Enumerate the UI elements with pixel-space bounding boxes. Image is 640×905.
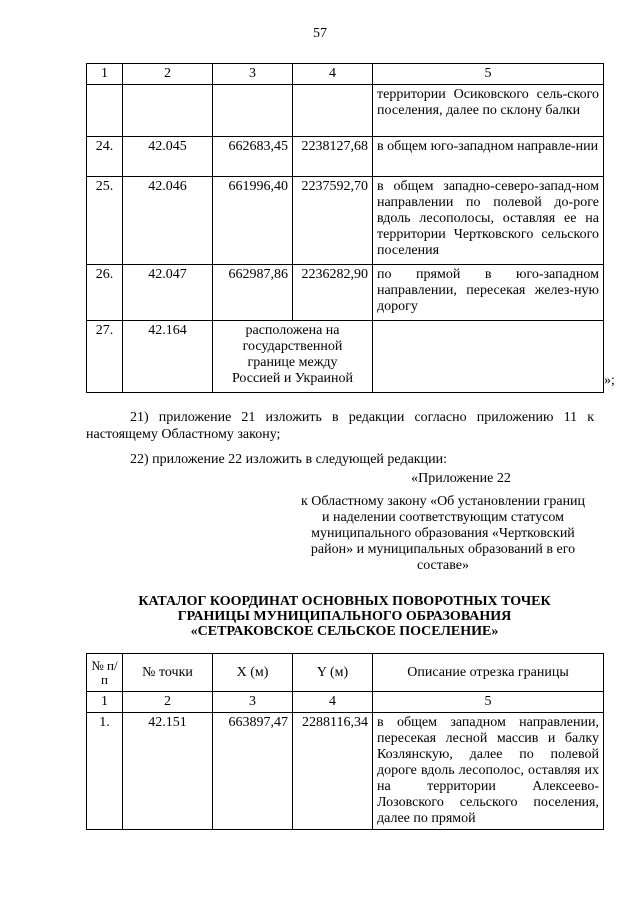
catalog-title [86, 594, 603, 639]
x-coordinate: 663897,47 [213, 713, 293, 830]
header-cell: 5 [373, 64, 604, 85]
point-number [123, 85, 213, 137]
column-header-x: X (м) [213, 654, 293, 692]
segment-description [373, 321, 604, 393]
column-header-y: Y (м) [293, 654, 373, 692]
coordinates-table-continued [86, 63, 604, 393]
segment-description: в общем юго-западном направле-нии [373, 137, 604, 177]
table-header-numbers [87, 692, 604, 713]
header-cell: 3 [213, 64, 293, 85]
x-coordinate: 662683,45 [213, 137, 293, 177]
page-number: 57 [313, 26, 327, 41]
table-row [87, 321, 604, 393]
table-row [87, 177, 604, 265]
paragraph-21: 21) приложение 21 изложить в редакции согласно приложению 11 к настоящему Областному закону; [86, 410, 594, 442]
row-number [87, 85, 123, 137]
header-cell: 1 [87, 692, 123, 713]
table-header-labels [87, 654, 604, 692]
row-number: 25. [87, 177, 123, 265]
closing-mark: »; [604, 373, 615, 388]
x-coordinate: 662987,86 [213, 265, 293, 321]
column-header-description: Описание отрезка границы [373, 654, 604, 692]
point-number: 42.045 [123, 137, 213, 177]
y-coordinate [293, 85, 373, 137]
paragraph-22: 22) приложение 22 изложить в следующей редакции: [130, 452, 447, 467]
column-header-point: № точки [123, 654, 213, 692]
row-number: 26. [87, 265, 123, 321]
column-header-n: № п/п [87, 654, 123, 692]
segment-description: территории Осиковского сель-ского поселения, далее по склону балки [373, 85, 604, 137]
catalog-title-line: ГРАНИЦЫ МУНИЦИПАЛЬНОГО ОБРАЗОВАНИЯ [177, 609, 512, 624]
coordinates-table [86, 653, 604, 830]
x-coordinate [213, 85, 293, 137]
segment-description: в общем западно-северо-запад-ном направлении по полевой до-роге вдоль лесополосы, оставляя ее на территории Чертковского сельского поселения [373, 177, 604, 265]
header-cell: 2 [123, 692, 213, 713]
header-cell: 4 [293, 692, 373, 713]
x-coordinate: 661996,40 [213, 177, 293, 265]
table-row [87, 85, 604, 137]
point-number: 42.151 [123, 713, 213, 830]
header-cell: 2 [123, 64, 213, 85]
catalog-title-line: «СЕТРАКОВСКОЕ СЕЛЬСКОЕ ПОСЕЛЕНИЕ» [190, 624, 499, 639]
appendix-heading: «Приложение 22 [411, 471, 511, 486]
table-row [87, 137, 604, 177]
y-coordinate: 2238127,68 [293, 137, 373, 177]
point-location-note: расположена на государственной границе между Россией и Украиной [213, 321, 373, 393]
table-row [87, 713, 604, 830]
y-coordinate: 2288116,34 [293, 713, 373, 830]
header-cell: 5 [373, 692, 604, 713]
segment-description: в общем западном направлении, пересекая лесной массив и балку Козлянскую, далее по полевой дороге вдоль лесополос, оставляя их на территории Алексеево-Лозовского сельского поселения, далее по прямой [373, 713, 604, 830]
row-number: 1. [87, 713, 123, 830]
y-coordinate: 2237592,70 [293, 177, 373, 265]
header-cell: 3 [213, 692, 293, 713]
table-header-numbers [87, 64, 604, 85]
header-cell: 4 [293, 64, 373, 85]
y-coordinate: 2236282,90 [293, 265, 373, 321]
appendix-description: к Областному закону «Об установлении границ и наделении соответствующим статусом муниципального образования «Чертковский район» и муниципальных образований в его составе» [300, 494, 586, 573]
segment-description: по прямой в юго-западном направлении, пересекая желез-ную дорогу [373, 265, 604, 321]
row-number: 24. [87, 137, 123, 177]
point-number: 42.046 [123, 177, 213, 265]
table-row [87, 265, 604, 321]
point-number: 42.047 [123, 265, 213, 321]
row-number: 27. [87, 321, 123, 393]
point-number: 42.164 [123, 321, 213, 393]
catalog-title-line: КАТАЛОГ КООРДИНАТ ОСНОВНЫХ ПОВОРОТНЫХ ТОЧЕК [138, 594, 551, 609]
header-cell: 1 [87, 64, 123, 85]
